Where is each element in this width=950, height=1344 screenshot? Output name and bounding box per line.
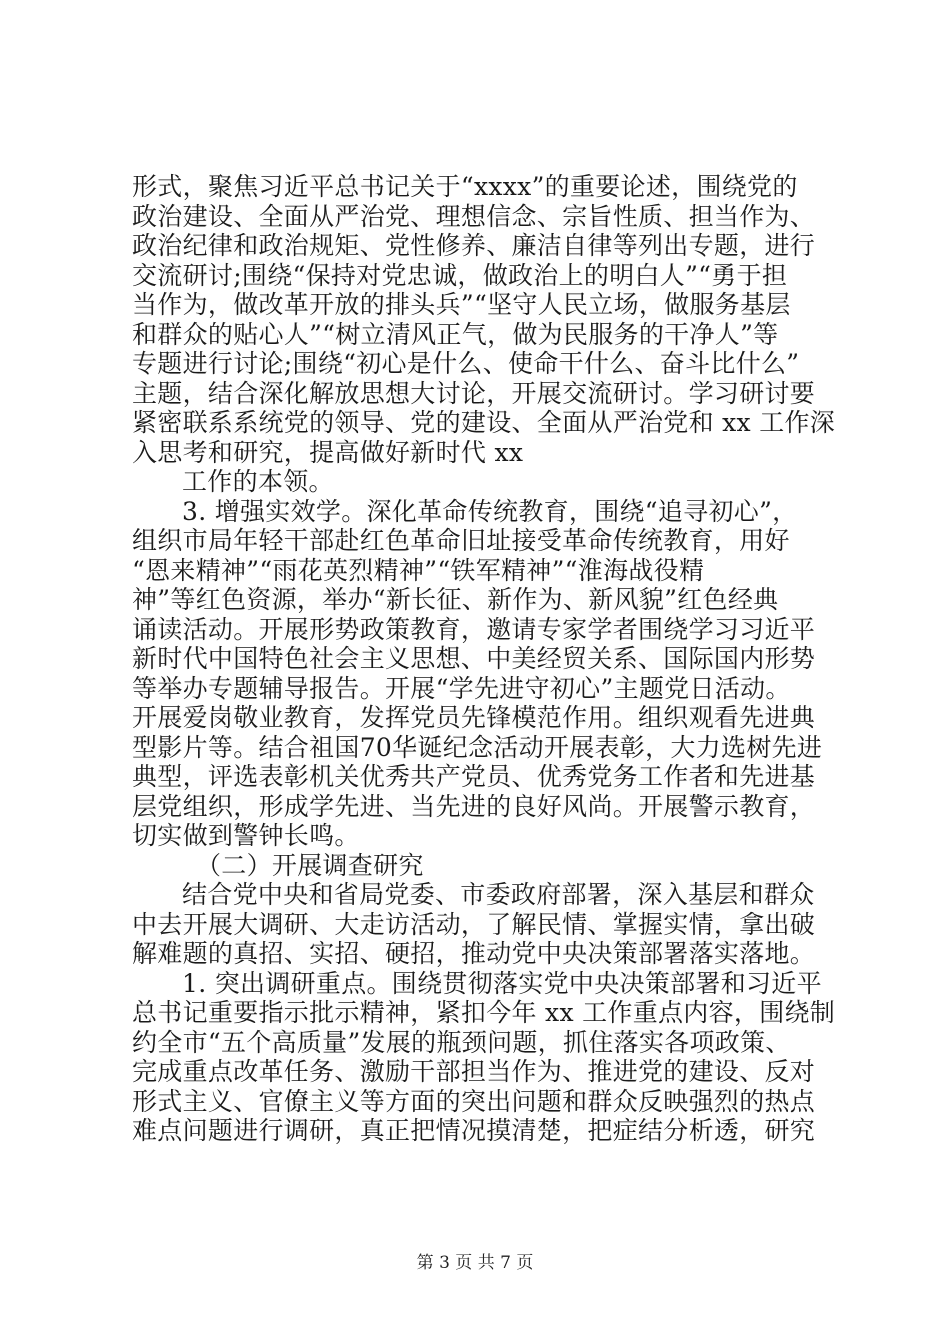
text-line: 难点问题进行调研，真正把情况摸清楚，把症结分析透，研究 — [132, 1116, 816, 1145]
text-line: 开展爱岗敬业教育，发挥党员先锋模范作用。组织观看先进典 — [132, 703, 816, 732]
text-line: 典型，评选表彰机关优秀共产党员、优秀党务工作者和先进基 — [132, 762, 816, 791]
text-line: 政治建设、全面从严治党、理想信念、宗旨性质、担当作为、 — [132, 201, 816, 231]
text-line: 神”等红色资源，举办“新长征、新作为、新风貌”红色经典 — [132, 585, 779, 614]
text-line: 新时代中国特色社会主义思想、中美经贸关系、国际国内形势 — [132, 644, 816, 673]
text-line: 完成重点改革任务、激励干部担当作为、推进党的建设、反对 — [132, 1057, 816, 1086]
text-line: 紧密联系系统党的领导、党的建设、全面从严治党和 xx 工作深 — [132, 408, 836, 437]
text-line: 诵读活动。开展形势政策教育，邀请专家学者围绕学习习近平 — [132, 614, 816, 644]
text-line: 3. 增强实效学。深化革命传统教育，围绕“追寻初心”， — [182, 496, 798, 526]
text-line: 约全市“五个高质量”发展的瓶颈问题，抓住落实各项政策、 — [132, 1027, 791, 1057]
text-line: 形式主义、官僚主义等方面的突出问题和群众反映强烈的热点 — [132, 1086, 816, 1116]
text-line: 解难题的真招、实招、硬招，推动党中央决策部署落实落地。 — [132, 939, 816, 968]
text-line: 工作的本领。 — [182, 467, 334, 496]
text-line: 专题进行讨论;围绕“初心是什么、使命干什么、奋斗比什么” — [132, 349, 800, 378]
text-line: 组织市局年轻干部赴红色革命旧址接受革命传统教育，用好 — [132, 526, 790, 555]
text-line: 总书记重要指示批示精神，紧扣今年 xx 工作重点内容，围绕制 — [132, 998, 836, 1027]
text-line: 交流研讨;围绕“保持对党忠诚，做政治上的明白人”“勇于担 — [132, 260, 788, 290]
page-number-footer: 第 3 页 共 7 页 — [416, 1253, 534, 1273]
text-line: 形式，聚焦习近平总书记关于“xxxx”的重要论述，围绕党的 — [132, 172, 798, 201]
text-line: 型影片等。结合祖国70华诞纪念活动开展表彰，大力选树先进 — [132, 732, 823, 762]
text-line: 中去开展大调研、大走访活动，了解民情、掌握实情，拿出破 — [132, 909, 816, 939]
body-text — [132, 172, 836, 1146]
text-line: 层党组织，形成学先进、当先进的良好风尚。开展警示教育， — [132, 791, 816, 821]
section-heading: （二）开展调查研究 — [196, 850, 424, 880]
text-line: 等举办专题辅导报告。开展“学先进守初心”主题党日活动。 — [132, 673, 791, 703]
text-line: 当作为，做改革开放的排头兵”“坚守人民立场，做服务基层 — [132, 290, 791, 319]
text-line: 主题，结合深化解放思想大讨论，开展交流研讨。学习研讨要 — [132, 378, 816, 408]
text-line: “恩来精神”“雨花英烈精神”“铁军精神”“淮海战役精 — [132, 555, 705, 585]
text-line: 和群众的贴心人”“树立清风正气，做为民服务的干净人”等 — [132, 319, 779, 349]
text-line: 入思考和研究，提高做好新时代 xx — [132, 437, 524, 467]
text-line: 结合党中央和省局党委、市委政府部署，深入基层和群众 — [182, 880, 815, 909]
text-line: 1. 突出调研重点。围绕贯彻落实党中央决策部署和习近平 — [182, 968, 822, 998]
text-line: 切实做到警钟长鸣。 — [132, 821, 360, 850]
text-line: 政治纪律和政治规矩、党性修养、廉洁自律等列出专题，进行 — [132, 231, 816, 260]
